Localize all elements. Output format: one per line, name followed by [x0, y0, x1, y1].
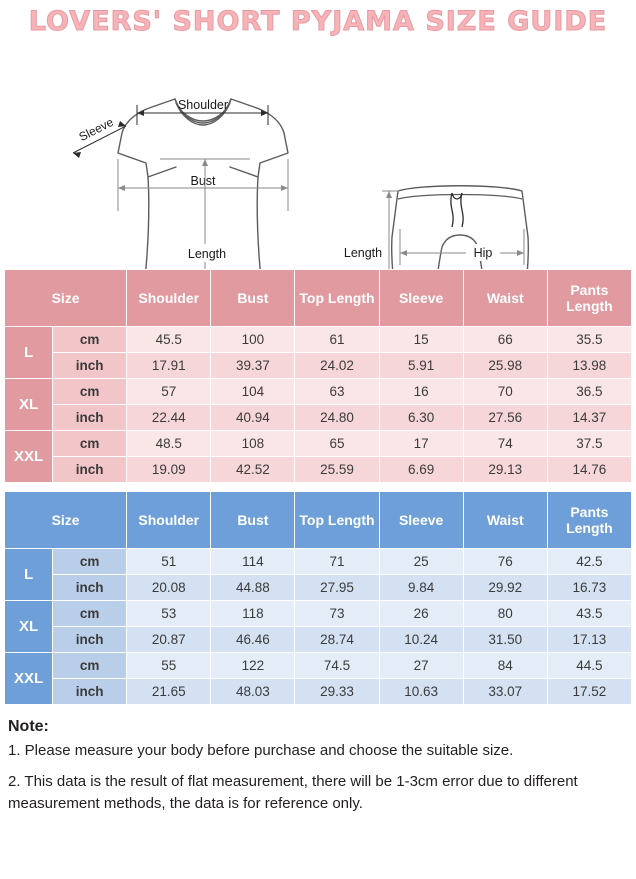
cell-bust: 42.52 [211, 457, 295, 483]
label-top-length-bust: Bust [190, 174, 216, 188]
cell-sleeve: 5.91 [379, 353, 463, 379]
cell-bust: 122 [211, 653, 295, 679]
cell-pants-length: 35.5 [547, 327, 631, 353]
cell-waist: 70 [463, 379, 547, 405]
cell-bust: 44.88 [211, 575, 295, 601]
cell-sleeve: 9.84 [379, 575, 463, 601]
table-row [5, 379, 632, 405]
table-row [5, 627, 632, 653]
table-row [5, 601, 632, 627]
header-pants-length: Pants Length [547, 270, 631, 327]
label-length-top: Length [187, 247, 227, 261]
row-size-label: L [5, 549, 53, 601]
table-row [5, 653, 632, 679]
cell-sleeve: 10.24 [379, 627, 463, 653]
size-table-pink [4, 269, 632, 483]
cell-top-length: 27.95 [295, 575, 379, 601]
row-size-label: XXL [5, 653, 53, 705]
cell-sleeve: 15 [379, 327, 463, 353]
header-top-length: Top Length [295, 492, 379, 549]
table-row [5, 405, 632, 431]
row-size-label: XXL [5, 431, 53, 483]
cell-shoulder: 48.5 [127, 431, 211, 457]
table-row [5, 327, 632, 353]
cell-bust: 114 [211, 549, 295, 575]
cell-shoulder: 20.87 [127, 627, 211, 653]
cell-sleeve: 26 [379, 601, 463, 627]
cell-bust: 48.03 [211, 679, 295, 705]
cell-top-length: 65 [295, 431, 379, 457]
cell-top-length: 29.33 [295, 679, 379, 705]
cell-shoulder: 53 [127, 601, 211, 627]
note-item-1: 1. Please measure your body before purchase and choose the suitable size. [8, 742, 514, 760]
header-top-length: Top Length [295, 270, 379, 327]
note-item-2: 2. This data is the result of flat measurement, there will be 1-3cm error due to different measurement methods, the data is for reference only. [8, 772, 578, 812]
cell-bust: 100 [211, 327, 295, 353]
row-unit-label: inch [53, 457, 127, 483]
cell-shoulder: 20.08 [127, 575, 211, 601]
cell-waist: 25.98 [463, 353, 547, 379]
cell-top-length: 61 [295, 327, 379, 353]
cell-top-length: 28.74 [295, 627, 379, 653]
row-unit-label: cm [53, 431, 127, 457]
cell-pants-length: 13.98 [547, 353, 631, 379]
cell-sleeve: 27 [379, 653, 463, 679]
cell-pants-length: 14.37 [547, 405, 631, 431]
cell-shoulder: 51 [127, 549, 211, 575]
cell-shoulder: 17.91 [127, 353, 211, 379]
row-unit-label: inch [53, 575, 127, 601]
cell-pants-length: 16.73 [547, 575, 631, 601]
table-row [5, 353, 632, 379]
cell-top-length: 63 [295, 379, 379, 405]
cell-top-length: 73 [295, 601, 379, 627]
row-unit-label: inch [53, 627, 127, 653]
row-unit-label: inch [53, 679, 127, 705]
label-sleeve: Sleeve [76, 114, 116, 145]
cell-waist: 27.56 [463, 405, 547, 431]
table-header-row [5, 270, 632, 327]
cell-waist: 29.92 [463, 575, 547, 601]
header-bust: Bust [211, 492, 295, 549]
header-pants-length: Pants Length [547, 492, 631, 549]
row-unit-label: cm [53, 653, 127, 679]
label-shoulder: Shoulder [177, 98, 229, 112]
row-size-label: L [5, 327, 53, 379]
table-row [5, 679, 632, 705]
row-size-label: XL [5, 601, 53, 653]
header-sleeve: Sleeve [379, 270, 463, 327]
cell-bust: 39.37 [211, 353, 295, 379]
notes-section [0, 705, 636, 814]
header-waist: Waist [463, 270, 547, 327]
cell-top-length: 25.59 [295, 457, 379, 483]
table-header-row [5, 492, 632, 549]
cell-pants-length: 42.5 [547, 549, 631, 575]
cell-waist: 80 [463, 601, 547, 627]
cell-waist: 84 [463, 653, 547, 679]
row-unit-label: cm [53, 549, 127, 575]
table-row [5, 575, 632, 601]
cell-sleeve: 6.69 [379, 457, 463, 483]
header-bust: Bust [211, 270, 295, 327]
cell-pants-length: 44.5 [547, 653, 631, 679]
cell-shoulder: 22.44 [127, 405, 211, 431]
row-size-label: XL [5, 379, 53, 431]
cell-bust: 104 [211, 379, 295, 405]
label-hip: Hip [473, 246, 493, 260]
row-unit-label: inch [53, 405, 127, 431]
table-row [5, 549, 632, 575]
size-table-blue [4, 491, 632, 705]
table-row [5, 431, 632, 457]
cell-bust: 46.46 [211, 627, 295, 653]
cell-sleeve: 16 [379, 379, 463, 405]
header-sleeve: Sleeve [379, 492, 463, 549]
cell-pants-length: 37.5 [547, 431, 631, 457]
header-waist: Waist [463, 492, 547, 549]
cell-top-length: 24.02 [295, 353, 379, 379]
label-length-shorts: Length [343, 246, 383, 260]
header-size: Size [5, 492, 127, 549]
cell-shoulder: 57 [127, 379, 211, 405]
cell-bust: 108 [211, 431, 295, 457]
cell-waist: 33.07 [463, 679, 547, 705]
row-unit-label: cm [53, 327, 127, 353]
cell-pants-length: 36.5 [547, 379, 631, 405]
cell-waist: 31.50 [463, 627, 547, 653]
cell-sleeve: 10.63 [379, 679, 463, 705]
cell-sleeve: 25 [379, 549, 463, 575]
cell-waist: 76 [463, 549, 547, 575]
cell-bust: 40.94 [211, 405, 295, 431]
garment-diagrams [0, 41, 636, 269]
cell-top-length: 71 [295, 549, 379, 575]
cell-shoulder: 19.09 [127, 457, 211, 483]
page-title: LOVERS' SHORT PYJAMA SIZE GUIDE [28, 6, 608, 37]
cell-shoulder: 45.5 [127, 327, 211, 353]
diagram-svg [0, 41, 636, 269]
cell-bust: 118 [211, 601, 295, 627]
cell-shoulder: 21.65 [127, 679, 211, 705]
cell-waist: 66 [463, 327, 547, 353]
cell-waist: 74 [463, 431, 547, 457]
header-shoulder: Shoulder [127, 270, 211, 327]
cell-pants-length: 14.76 [547, 457, 631, 483]
row-unit-label: inch [53, 353, 127, 379]
header-shoulder: Shoulder [127, 492, 211, 549]
cell-pants-length: 43.5 [547, 601, 631, 627]
cell-sleeve: 6.30 [379, 405, 463, 431]
cell-top-length: 24.80 [295, 405, 379, 431]
table-row [5, 457, 632, 483]
row-unit-label: cm [53, 379, 127, 405]
row-unit-label: cm [53, 601, 127, 627]
cell-sleeve: 17 [379, 431, 463, 457]
header-size: Size [5, 270, 127, 327]
cell-waist: 29.13 [463, 457, 547, 483]
cell-shoulder: 55 [127, 653, 211, 679]
cell-pants-length: 17.13 [547, 627, 631, 653]
cell-top-length: 74.5 [295, 653, 379, 679]
cell-pants-length: 17.52 [547, 679, 631, 705]
notes-heading: Note: [8, 718, 49, 735]
